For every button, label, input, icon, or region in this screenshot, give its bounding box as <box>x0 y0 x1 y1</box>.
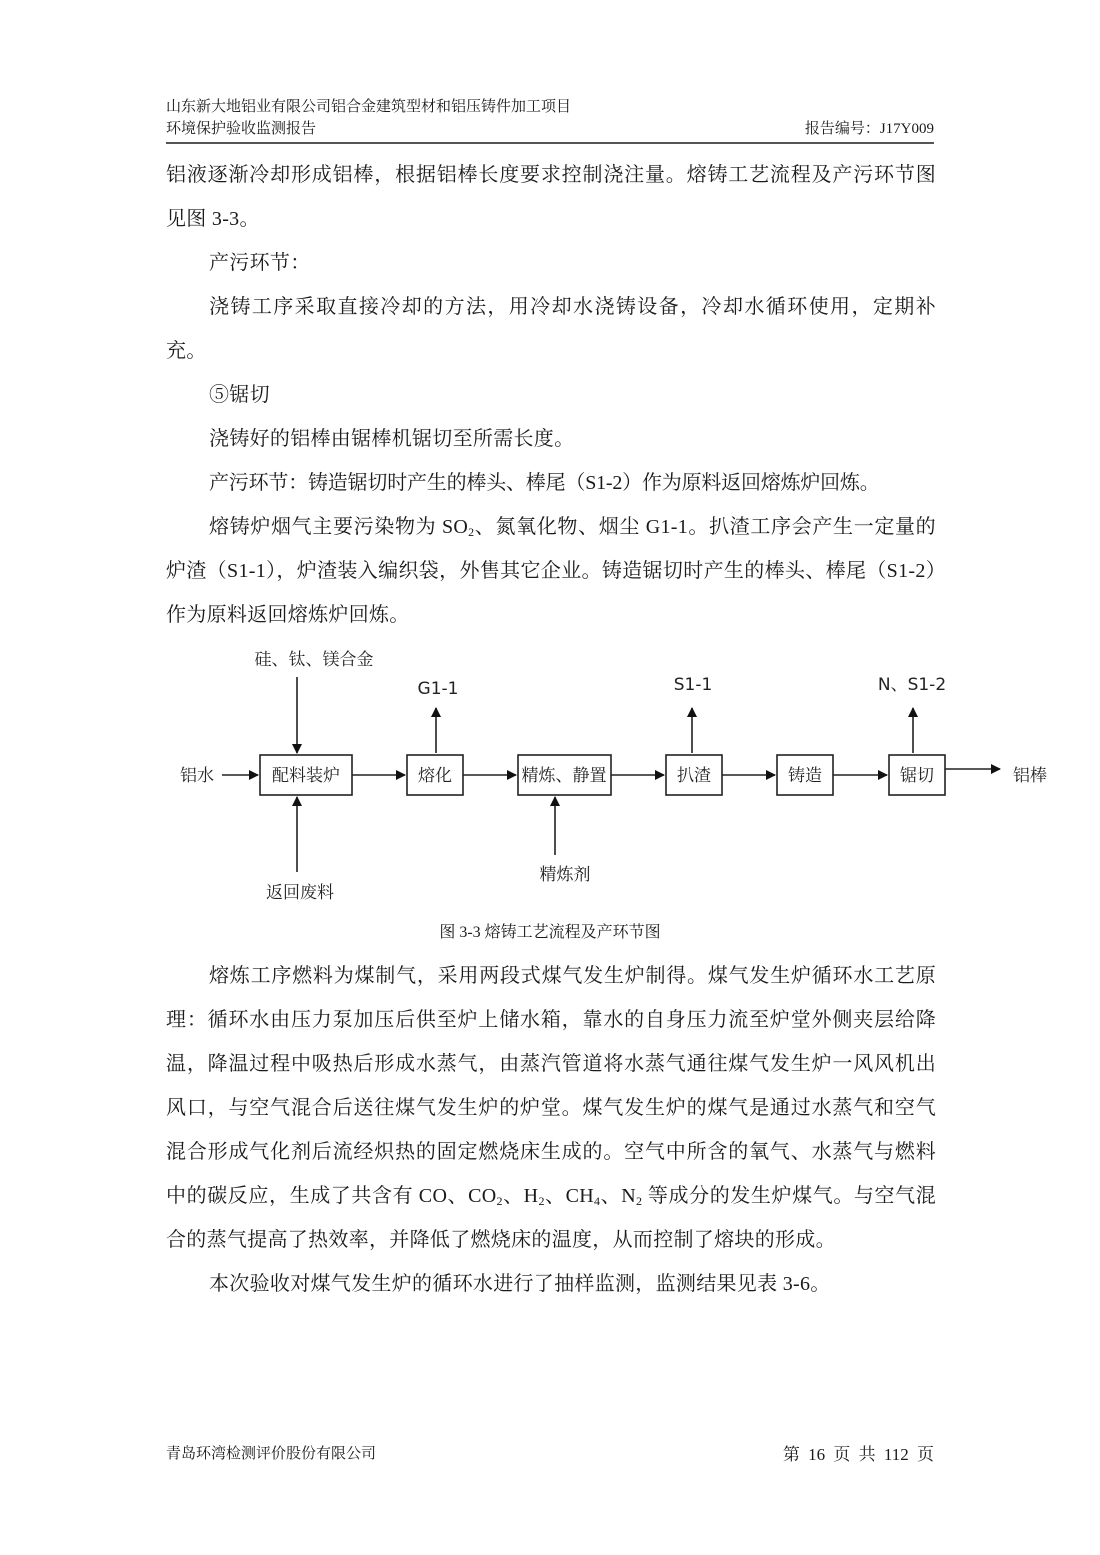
output-label: 铝棒 <box>1013 766 1047 786</box>
body-top <box>166 153 936 637</box>
text-run: 、CH <box>544 1185 595 1207</box>
header-project-title: 山东新大地铝业有限公司铝合金建筑型材和铝压铸件加工项目 <box>166 99 572 115</box>
section-heading: ⑤锯切 <box>209 384 270 406</box>
emission-label: N、S1-2 <box>877 675 947 695</box>
paragraph: 产污环节：铸造锯切时产生的棒头、棒尾（S1-2）作为原料返回熔炼炉回炼。 <box>209 472 880 494</box>
paragraph: 本次验收对煤气发生炉的循环水进行了抽样监测，监测结果见表 3-6。 <box>209 1273 831 1295</box>
paragraph <box>166 505 936 637</box>
subscript: 2 <box>468 525 475 539</box>
step-label: 配料装炉 <box>272 766 340 786</box>
subscript: 2 <box>538 1194 545 1208</box>
footer-page-info: 第 16 页 共 112 页 <box>782 1445 934 1464</box>
header-report-code: 报告编号：J17Y009 <box>804 121 934 137</box>
text-run: 等成分的发生炉煤气。与空气混合的蒸气提高了热效率，并降低了燃烧床的温度，从而控制了熔块的形成。 <box>166 1185 937 1251</box>
paragraph-heading: 产污环节： <box>209 252 311 274</box>
process-flow-diagram <box>0 640 1100 910</box>
step-label: 铸造 <box>788 766 822 786</box>
paragraph: 浇铸好的铝棒由锯棒机锯切至所需长度。 <box>209 428 575 450</box>
text-run: 、N <box>600 1185 637 1207</box>
step-label: 精炼、静置 <box>521 766 607 786</box>
footer-company: 青岛环湾检测评价股份有限公司 <box>166 1446 377 1462</box>
paragraph: 浇铸工序采取直接冷却的方法，用冷却水浇铸设备，冷却水循环使用，定期补充。 <box>166 296 936 362</box>
step-label: 锯切 <box>900 766 934 786</box>
figure-caption: 图 3-3 熔铸工艺流程及产环节图 <box>439 924 661 941</box>
step-label: 扒渣 <box>677 766 711 786</box>
subscript: 4 <box>594 1194 601 1208</box>
top-input-label: 硅、钛、镁合金 <box>254 650 374 670</box>
text-run: 、H <box>502 1185 539 1207</box>
emission-label: S1-1 <box>673 675 713 695</box>
body-bottom <box>166 954 936 1306</box>
bottom-input-label: 返回废料 <box>266 883 334 903</box>
text-run: 、氮氧化物、烟尘 G1-1。扒渣工序会产生一定量的炉渣（S1-1），炉渣装入编织袋，外售其它企业。铸造锯切时产生的棒头、棒尾（S1-2）作为原料返回熔炼炉回炼。 <box>166 516 936 626</box>
subscript: 2 <box>496 1194 503 1208</box>
bottom-input-label: 精炼剂 <box>539 865 591 885</box>
input-label: 铝水 <box>180 766 214 786</box>
text-run: 熔炼工序燃料为煤制气，采用两段式煤气发生炉制得。煤气发生炉循环水工艺原理：循环水由压力泵加压后供至炉上储水箱，靠水的自身压力流至炉堂外侧夹层给降温，降温过程中吸热后形成水蒸气，由蒸汽管道将水蒸气通往煤气发生炉一风风机出风口，与空气混合后送往煤气发生炉的炉堂。煤气发生炉的煤气是通过水蒸气和空气混合形成气化剂后流经炽热的固定燃烧床生成的。空气中所含的氧气、水蒸气与燃料中的碳反应，生成了共含有 CO、CO <box>166 965 936 1207</box>
header-divider <box>166 142 934 144</box>
header-report-title: 环境保护验收监测报告 <box>166 121 317 137</box>
emission-label: G1-1 <box>417 679 459 699</box>
paragraph <box>166 954 936 1262</box>
text-run: 熔铸炉烟气主要污染物为 SO <box>209 516 469 538</box>
subscript: 2 <box>636 1194 643 1208</box>
paragraph: 铝液逐渐冷却形成铝棒，根据铝棒长度要求控制浇注量。熔铸工艺流程及产污环节图见图 3-3。 <box>166 164 936 230</box>
step-label: 熔化 <box>418 766 452 786</box>
